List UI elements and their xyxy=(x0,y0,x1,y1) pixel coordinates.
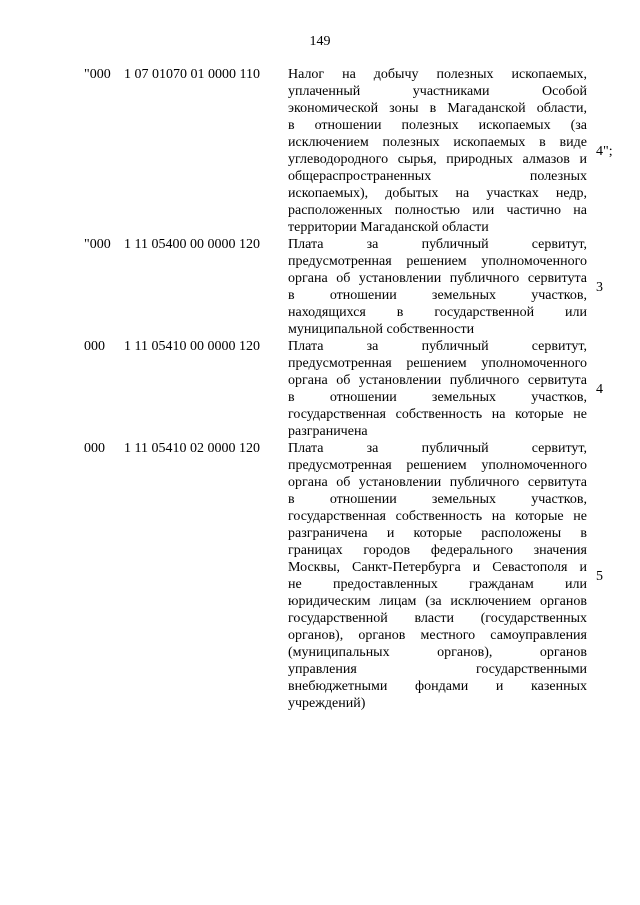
description-line: в отношении земельных участков, xyxy=(288,390,587,405)
table-row xyxy=(0,236,640,338)
admin-code: "000 xyxy=(84,237,111,252)
description-line: Плата за публичный сервитут, xyxy=(288,339,587,354)
description-line: предусмотренная решением уполномоченного xyxy=(288,254,587,269)
page-number: 149 xyxy=(309,34,331,49)
description-line: расположенных полностью или частично на xyxy=(288,203,587,218)
description-line: юридическим лицам (за исключением органов xyxy=(288,594,587,609)
admin-code: 000 xyxy=(84,339,105,354)
description-line: углеводородного сырья, природных алмазов и xyxy=(288,152,587,167)
description-line: учреждений) xyxy=(288,696,366,711)
description-line: предусмотренная решением уполномоченного xyxy=(288,458,587,473)
description-line: (муниципальных органов), органов xyxy=(288,645,587,660)
description-line: разграничена и которые расположены в xyxy=(288,526,587,541)
description-line: государственная собственность на которые не xyxy=(288,509,587,524)
description-line: государственная собственность на которые не xyxy=(288,407,587,422)
percentage-value: 5 xyxy=(596,568,603,584)
description-line: уплаченный участниками Особой xyxy=(288,84,587,99)
description-line: государственной власти (государственных xyxy=(288,611,587,626)
percentage-value: 4"; xyxy=(596,143,613,159)
description-line: разграничена xyxy=(288,424,368,439)
description-line: Налог на добычу полезных ископаемых, xyxy=(288,67,587,82)
description-line: территории Магаданской области xyxy=(288,220,489,235)
description-line: находящихся в государственной или xyxy=(288,305,587,320)
description-line: предусмотренная решением уполномоченного xyxy=(288,356,587,371)
percentage-value: 4 xyxy=(596,381,603,397)
description-line: не предоставленных гражданам или xyxy=(288,577,587,592)
table-row xyxy=(0,66,640,236)
income-description xyxy=(288,338,587,440)
description-line: органа об установлении публичного сервитута xyxy=(288,373,587,388)
income-description xyxy=(288,66,587,236)
budget-classification-code: 1 11 05400 00 0000 120 xyxy=(124,237,260,252)
description-line: Москвы, Санкт-Петербурга и Севастополя и xyxy=(288,560,587,575)
description-line: органа об установлении публичного сервитута xyxy=(288,271,587,286)
table-row xyxy=(0,440,640,712)
income-description xyxy=(288,440,587,712)
description-line: органов), органов местного самоуправления xyxy=(288,628,587,643)
budget-classification-code: 1 11 05410 02 0000 120 xyxy=(124,441,260,456)
percentage-value: 3 xyxy=(596,279,603,295)
description-line: в отношении земельных участков, xyxy=(288,288,587,303)
budget-classification-code: 1 07 01070 01 0000 110 xyxy=(124,67,260,82)
description-line: в отношении земельных участков, xyxy=(288,492,587,507)
description-line: экономической зоны в Магаданской области, xyxy=(288,101,587,116)
table-row xyxy=(0,338,640,440)
admin-code: "000 xyxy=(84,67,111,82)
description-line: муниципальной собственности xyxy=(288,322,475,337)
description-line: внебюджетными фондами и казенных xyxy=(288,679,587,694)
description-line: общераспространенных полезных xyxy=(288,169,587,184)
budget-code-table xyxy=(0,66,640,712)
description-line: ископаемых), добытых на участках недр, xyxy=(288,186,587,201)
description-line: Плата за публичный сервитут, xyxy=(288,237,587,252)
description-line: органа об установлении публичного сервитута xyxy=(288,475,587,490)
budget-classification-code: 1 11 05410 00 0000 120 xyxy=(124,339,260,354)
description-line: управления государственными xyxy=(288,662,587,677)
description-line: границах городов федерального значения xyxy=(288,543,587,558)
description-line: Плата за публичный сервитут, xyxy=(288,441,587,456)
income-description xyxy=(288,236,587,338)
description-line: исключением полезных ископаемых в виде xyxy=(288,135,587,150)
admin-code: 000 xyxy=(84,441,105,456)
description-line: в отношении полезных ископаемых (за xyxy=(288,118,587,133)
